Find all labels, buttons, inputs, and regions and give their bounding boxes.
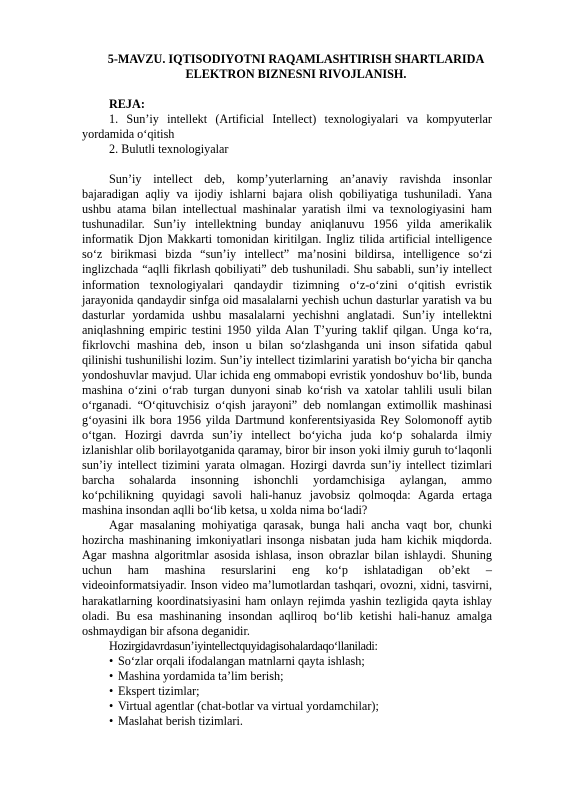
list-item — [109, 699, 492, 714]
list-item — [109, 669, 492, 684]
list-item-text: Mashina yordamida ta’lim berish; — [118, 668, 284, 683]
list-item-text: Ekspert tizimlar; — [118, 683, 200, 698]
paragraph-1: Sun’iy intellect deb, komp’yuterlarning an’anaviy ravishda insonlar bajaradigan aqliy va ijodiy ishlarni bajara olish qobiliyatiga tushuniladi. Yana ushbu atama bilan intellectual mashinalar yaratish ilmi va texnologiyasini ham tushunadilar. Sun’iy intellektning bunday aniqlanuvu 1956 yilda amerikalik informatik Djon Makkarti tomonidan kiritilgan. Ingliz tilida artificial intelligence so‘z birikmasi bizda “sun’iy intellect” ma’nosini bildirsa, intelligence so‘zi inglizchada “aqlli fikrlash qobiliyati” deb tushuniladi. Shu sababli, sun’iy intellect information texnologiyalari qandaydir tizimning o‘z-o‘zini o‘qitish evristik jarayonida qandaydir sinfga oid masalalarni yechish uchun dasturlar yaratish va bu dasturlar yordamida ushbu masalalarni yechishni anglatadi. Sun’iy intellektni aniqlashning empiric testini 1950 yilda Alan T’yuring taklif qilgan. Unga ko‘ra, fikrlovchi mashina deb, inson u bilan so‘zlashganda uni inson sifatida qabul qilinishi tushunilishi lozim. Sun’iy intellect tizimlarini yaratish bo‘yicha bir qancha yondoshuvlar mavjud. Ular ichida eng ommabopi evristik yondoshuv bo‘lib, bunda mashina o‘zini o‘rab turgan dunyoni sinab ko‘rish va xatolar tahlili usuli bilan o‘rganadi. “O‘qituvchisiz o‘qish jarayoni” deb nomlangan extimollik mashinasi g‘oyasini ilk bora 1956 yilda Dartmund konferentsiyasida Rey Solomonoff aytib o‘tgan. Hozirgi davrda sun’iy intellect bo‘yicha juda ko‘p sohalarda ilmiy izlanishlar olib borilayotganida qaramay, biror bir inson yoki ilmiy guruh to‘laqonli sun’iy intellect tizimini yarata olmagan. Hozirgi davrda sun’iy intellect tizimlari barcha sohalarda insonning ishonchli yordamchisiga aylangan, ammo ko‘pchilikning quyidagi savoli hali-hanuz javobsiz qolmoqda: Agarda ertaga mashina insondan aqlli bo‘lib ketsa, u xolda nima bo‘ladi? — [82, 172, 492, 518]
document-page — [82, 52, 492, 729]
list-item — [109, 654, 492, 669]
list-item-text: Maslahat berish tizimlari. — [118, 713, 243, 728]
spacer — [82, 157, 492, 172]
paragraph-2: Agar masalaning mohiyatiga qarasak, bunga hali ancha vaqt bor, chunki hozircha mashinaning imkoniyatlari insonga nisbatan juda ham kichik miqdorda. Agar mashna algoritmlar asosida ishlasa, inson obrazlar bilan ishlaydi. Shuning uchun ham mashina resurslarini eng ko‘p ishlatadigan ob’ekt – videoinformatsiyadir. Inson video ma’lumotlardan tashqari, ovozni, xidni, tasvirni, harakatlarning koordinatsiyasini ham onlayn rejimda yashin tezligida qayta ishlay oladi. Bu esa mashinaning insondan aqlliroq bo‘lib ketishi hali-hanuz amalga oshmaydigan bir afsona deganidir. — [82, 518, 492, 638]
list-item — [109, 684, 492, 699]
plan-item-2: 2. Bulutli texnologiyalar — [109, 142, 229, 157]
title-line-2: ELEKTRON BIZNESNI RIVOJLANISH. — [185, 67, 407, 81]
bullet-icon: • — [109, 668, 114, 683]
bullet-icon: • — [109, 713, 114, 728]
applications-list — [82, 654, 492, 729]
plan-item-1: 1. Sun’iy intellekt (Artificial Intellect) texnologiyalari va kompyuterlar yordamida o‘qitish — [82, 112, 492, 142]
bullet-icon: • — [109, 698, 114, 713]
plan-heading: REJA: — [109, 97, 145, 111]
bullet-icon: • — [109, 653, 114, 668]
title-line-1: 5-MAVZU. IQTISODIYOTNI RAQAMLASHTIRISH SHARTLARIDA — [107, 52, 485, 66]
list-item — [109, 714, 492, 729]
list-intro: Hozirgidavrdasun’iyintellectquyidagisohalardaqo‘llaniladi: — [109, 638, 378, 653]
bullet-icon: • — [109, 683, 114, 698]
document-title — [82, 52, 492, 82]
list-item-text: So‘zlar orqali ifodalangan matnlarni qayta ishlash; — [118, 653, 365, 668]
list-item-text: Virtual agentlar (chat-botlar va virtual yordamchilar); — [118, 698, 379, 713]
